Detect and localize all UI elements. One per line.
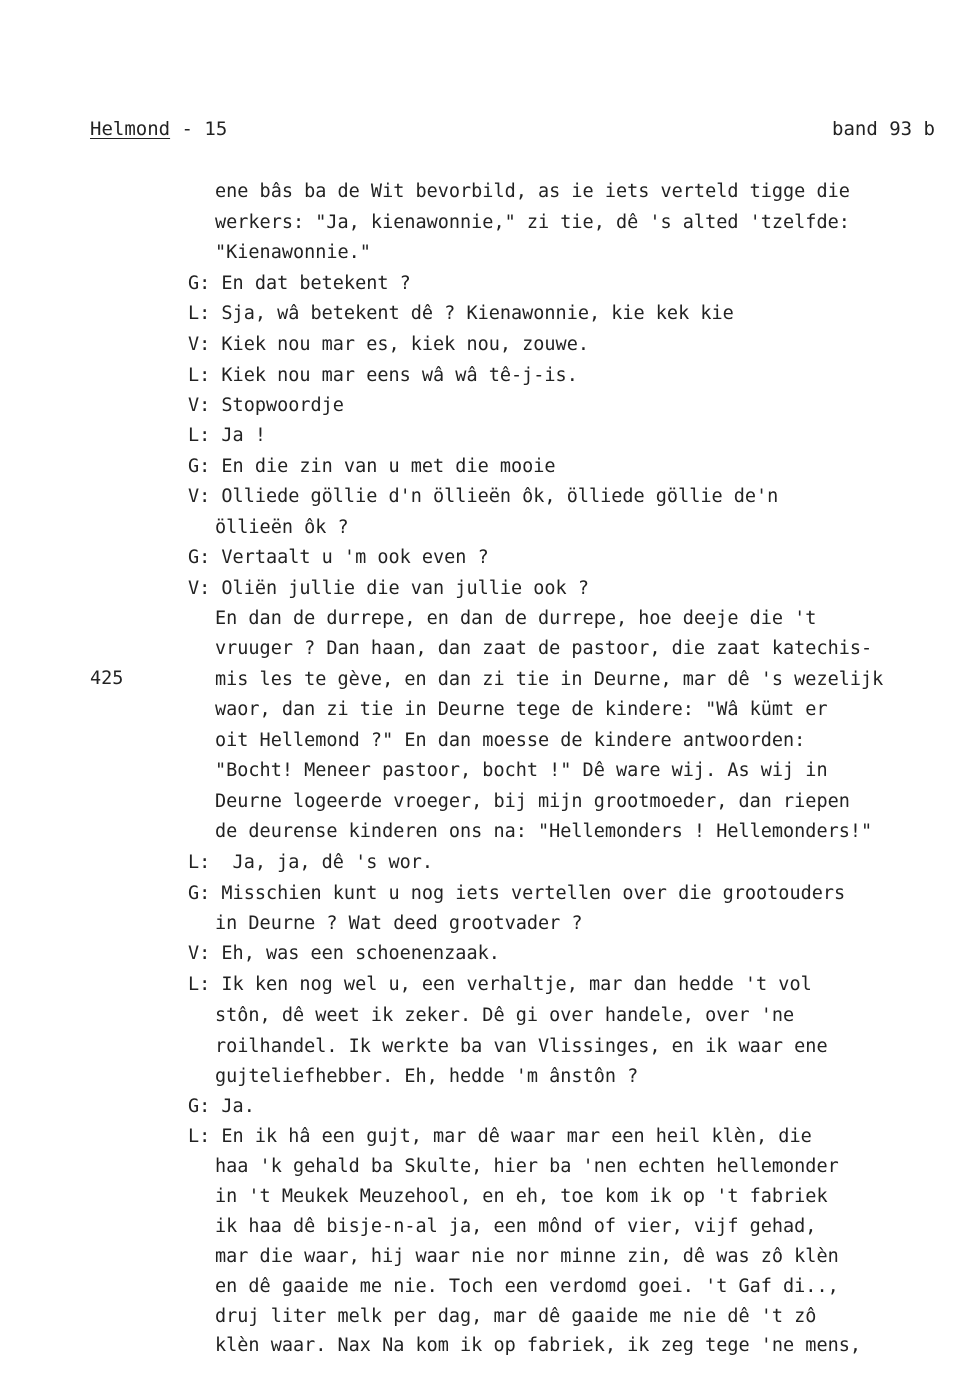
header-page-number: - 15 — [170, 118, 228, 140]
transcript-line: L: Ja, ja, dê 's wor. — [188, 852, 434, 873]
transcript-line: waor, dan zi tie in Deurne tege de kindere: "Wâ kümt er — [215, 699, 828, 720]
header-tape: band 93 b — [832, 118, 935, 140]
header-place: Helmond — [90, 118, 171, 140]
transcript-line: ene bâs ba de Wit bevorbild, as ie iets verteld tigge die — [215, 181, 850, 202]
transcript-line: gujteliefhebber. Eh, hedde 'm ânstôn ? — [215, 1066, 639, 1087]
transcript-line: werkers: "Ja, kienawonnie," zi tie, dê 's alted 'tzelfde: — [215, 212, 850, 233]
transcript-line: "Bocht! Meneer pastoor, bocht !" Dê ware wij. As wij in — [215, 760, 828, 781]
transcript-line: V: Kiek nou mar es, kiek nou, zouwe. — [188, 334, 589, 355]
transcript-line: klèn waar. Nax Na kom ik op fabriek, ik zeg tege 'ne mens, — [215, 1335, 862, 1356]
transcript-line: druj liter melk per dag, mar dê gaaide me nie dê 't zô — [215, 1306, 817, 1327]
transcript-line: G: En dat betekent ? — [188, 273, 411, 294]
transcript-line: öllieën ôk ? — [215, 517, 349, 538]
transcript-line: V: Oliën jullie die van jullie ook ? — [188, 578, 589, 599]
transcript-line: haa 'k gehald ba Skulte, hier ba 'nen echten hellemonder — [215, 1156, 839, 1177]
transcript-line: En dan de durrepe, en dan de durrepe, hoe deeje die 't — [215, 608, 817, 629]
transcript-line: vruuger ? Dan haan, dan zaat de pastoor, die zaat katechis- — [215, 638, 873, 659]
transcript-line: roilhandel. Ik werkte ba van Vlissinges, en ik waar ene — [215, 1036, 828, 1057]
transcript-line: V: Eh, was een schoenenzaak. — [188, 943, 500, 964]
transcript-line: oit Hellemond ?" En dan moesse de kindere antwoorden: — [215, 730, 806, 751]
transcript-line: G: Misschien kunt u nog iets vertellen over die grootouders — [188, 883, 846, 904]
header-place-page — [90, 118, 227, 140]
transcript-line: de deurense kinderen ons na: "Hellemonders ! Hellemonders!" — [215, 821, 873, 842]
transcript-line: "Kienawonnie." — [215, 242, 371, 263]
transcript-line: en dê gaaide me nie. Toch een verdomd goei. 't Gaf di.., — [215, 1276, 839, 1297]
transcript-line: G: Ja. — [188, 1096, 255, 1117]
transcript-line: stôn, dê weet ik zeker. Dê gi over handele, over 'ne — [215, 1005, 795, 1026]
transcript-line: V: Olliede göllie d'n öllieën ôk, ölliede göllie de'n — [188, 486, 779, 507]
transcript-line: L: Ja ! — [188, 425, 266, 446]
transcript-line: L: Kiek nou mar eens wâ wâ tê-j-is. — [188, 365, 578, 386]
transcript-line: G: En die zin van u met die mooie — [188, 456, 556, 477]
transcript-line: in 't Meukek Meuzehool, en eh, toe kom ik op 't fabriek — [215, 1186, 828, 1207]
transcript-line: V: Stopwoordje — [188, 395, 344, 416]
transcript-line: L: Sja, wâ betekent dê ? Kienawonnie, kie kek kie — [188, 303, 734, 324]
transcript-line: ik haa dê bisje-n-al ja, een mônd of vier, vijf gehad, — [215, 1216, 817, 1237]
transcript-line: L: En ik hâ een gujt, mar dê waar mar een heil klèn, die — [188, 1126, 812, 1147]
transcript-line: mar die waar, hij waar nie nor minne zin, dê was zô klèn — [215, 1246, 839, 1267]
transcript-line: mis les te gève, en dan zi tie in Deurne, mar dê 's wezelijk — [215, 669, 884, 690]
transcript-line: G: Vertaalt u 'm ook even ? — [188, 547, 489, 568]
transcript-line: in Deurne ? Wat deed grootvader ? — [215, 913, 583, 934]
margin-line-number: 425 — [90, 668, 124, 689]
transcript-line: Deurne logeerde vroeger, bij mijn grootmoeder, dan riepen — [215, 791, 850, 812]
transcript-line: L: Ik ken nog wel u, een verhaltje, mar dan hedde 't vol — [188, 974, 812, 995]
